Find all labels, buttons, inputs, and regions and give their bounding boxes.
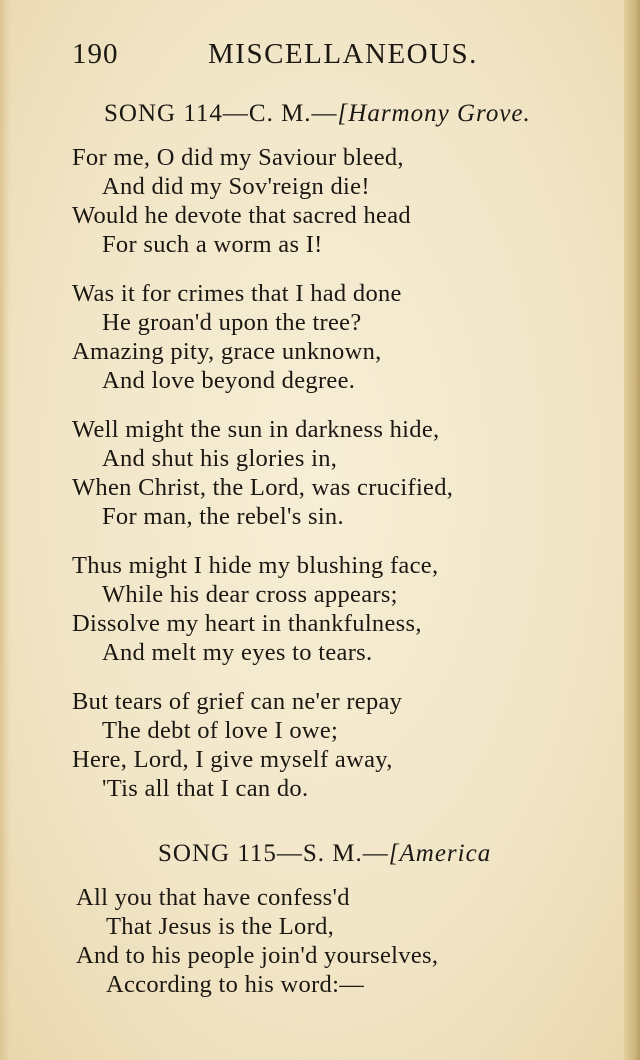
page-number: 190 — [72, 38, 119, 70]
song-114-stanza-1-line-4: For such a worm as I! — [102, 231, 323, 258]
song-114-stanza-2-line-2: He groan'd upon the tree? — [102, 309, 362, 336]
song-114-stanza-4-line-2: While his dear cross appears; — [102, 581, 398, 608]
song-114-stanza-5-line-4: 'Tis all that I can do. — [102, 775, 309, 802]
song-115-stanza-1-line-4: According to his word:— — [106, 971, 364, 998]
song-114-stanza-4-line-4: And melt my eyes to tears. — [102, 639, 373, 666]
song-114-stanza-3-line-4: For man, the rebel's sin. — [102, 503, 344, 530]
song-114-stanza-2-line-4: And love beyond degree. — [102, 367, 356, 394]
song-115-number: SONG 115—S. M.— — [158, 840, 389, 867]
song-114-stanza-2-line-1: Was it for crimes that I had done — [72, 280, 402, 307]
song-114-stanza-1-line-1: For me, O did my Saviour bleed, — [72, 144, 404, 171]
song-115-stanza-1-line-1: All you that have confess'd — [76, 884, 350, 911]
song-115-heading — [158, 840, 491, 868]
song-114-tune: [Harmony Grove. — [337, 100, 531, 127]
page-right-edge — [624, 0, 640, 1060]
running-head — [72, 38, 492, 78]
song-114-stanza-1-line-3: Would he devote that sacred head — [72, 202, 411, 229]
song-114-stanza-5-line-2: The debt of love I owe; — [102, 717, 339, 744]
song-115-stanza-1-line-2: That Jesus is the Lord, — [106, 913, 335, 940]
song-114-stanza-3-line-1: Well might the sun in darkness hide, — [72, 416, 440, 443]
song-114-stanza-3-line-2: And shut his glories in, — [102, 445, 338, 472]
song-114-heading — [104, 100, 531, 128]
song-114-stanza-5-line-3: Here, Lord, I give myself away, — [72, 746, 393, 773]
page-left-shadow — [0, 0, 10, 1060]
song-114-stanza-2-line-3: Amazing pity, grace unknown, — [72, 338, 382, 365]
song-115-tune: [America — [388, 840, 492, 867]
song-114-stanza-3-line-3: When Christ, the Lord, was crucified, — [72, 474, 454, 501]
song-114-stanza-4-line-1: Thus might I hide my blushing face, — [72, 552, 439, 579]
song-114-stanza-1-line-2: And did my Sov'reign die! — [102, 173, 370, 200]
song-115-stanza-1-line-3: And to his people join'd yourselves, — [76, 942, 439, 969]
running-title: MISCELLANEOUS. — [208, 38, 478, 70]
song-114-stanza-4-line-3: Dissolve my heart in thankfulness, — [72, 610, 422, 637]
song-114-number: SONG 114—C. M.— — [104, 100, 338, 127]
song-114-stanza-5-line-1: But tears of grief can ne'er repay — [72, 688, 403, 715]
